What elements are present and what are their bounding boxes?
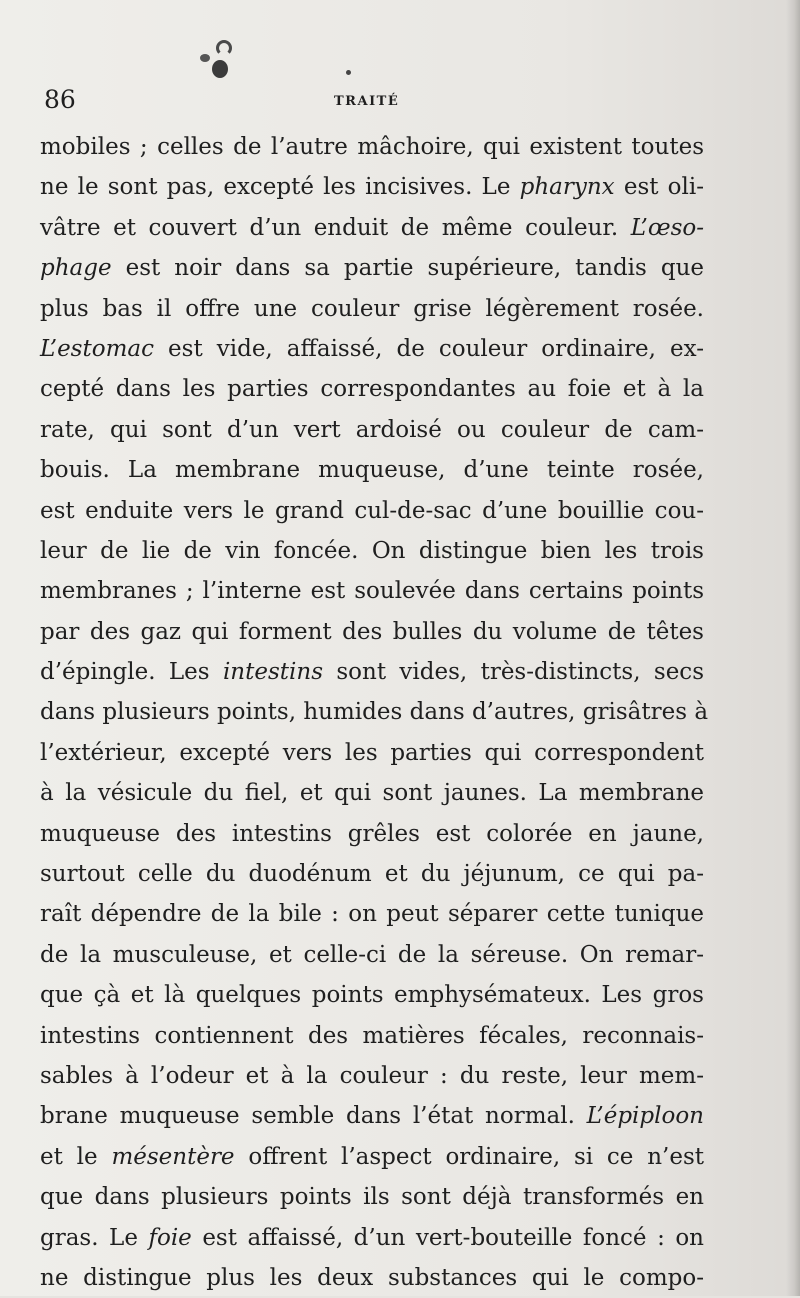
text-line: [40, 652, 704, 692]
text-line: [40, 329, 704, 369]
text-line: [40, 289, 704, 329]
text-segment: vâtre et couvert d’un enduit de même couleur.: [40, 214, 631, 241]
text-line: [40, 733, 704, 773]
text-segment: gras. Le: [40, 1224, 149, 1251]
italic-term: L’estomac: [40, 335, 154, 362]
italic-term: pharynx: [519, 174, 615, 201]
text-segment: que çà et là quelques points emphysémateux. Les gros: [40, 982, 704, 1009]
text-line: [40, 854, 704, 894]
text-line: [40, 1016, 704, 1056]
text-segment: d’épingle. Les: [40, 659, 223, 686]
text-line: [40, 692, 709, 732]
text-segment: surtout celle du duodénum et du jéjunum, ce qui pa-: [40, 861, 704, 888]
text-segment: cepté dans les parties correspondantes au foie et à la: [40, 376, 704, 403]
text-segment: est noir dans sa partie supérieure, tandis que: [111, 255, 704, 282]
text-segment: muqueuse des intestins grêles est colorée en jaune,: [40, 820, 704, 847]
text-line: [40, 773, 704, 813]
text-line: [40, 1096, 704, 1136]
italic-term: L’épiploon: [586, 1103, 704, 1130]
ink-dot: [346, 70, 351, 75]
text-segment: l’extérieur, excepté vers les parties qui correspondent: [40, 739, 704, 766]
text-segment: que dans plusieurs points ils sont déjà transformés en: [40, 1184, 704, 1211]
page-header: [44, 84, 700, 120]
text-line: [40, 894, 704, 934]
text-line: [40, 612, 704, 652]
text-segment: mobiles ; celles de l’autre mâchoire, qui existent toutes: [40, 134, 704, 160]
text-segment: plus bas il offre une couleur grise légèrement rosée.: [40, 295, 704, 322]
text-line: [40, 814, 704, 854]
page-edge-shadow: [786, 0, 800, 1296]
text-segment: sont vides, très-distincts, secs: [323, 659, 704, 686]
text-line: [40, 410, 704, 450]
italic-term: phage: [40, 255, 112, 282]
text-segment: rate, qui sont d’un vert ardoisé ou couleur de cam-: [40, 416, 704, 443]
text-line: [40, 167, 704, 207]
italic-term: mésentère: [111, 1143, 235, 1170]
text-line: [40, 127, 704, 167]
text-segment: offrent l’aspect ordinaire, si ce n’est: [234, 1143, 704, 1170]
text-line: [40, 1218, 704, 1258]
italic-term: L’œso-: [630, 214, 704, 241]
text-segment: ne le sont pas, excepté les incisives. Le: [40, 174, 520, 201]
text-segment: à la vésicule du fiel, et qui sont jaunes. La membrane: [40, 780, 704, 807]
italic-term: foie: [148, 1224, 192, 1251]
text-segment: brane muqueuse semble dans l’état normal.: [40, 1103, 587, 1130]
text-segment: dans plusieurs points, humides dans d’autres, grisâtres à: [40, 699, 709, 726]
text-line: [40, 208, 704, 248]
running-title: TRAITÉ: [334, 94, 400, 109]
text-line: [40, 1137, 704, 1177]
text-line: [40, 248, 704, 288]
text-line: [40, 975, 704, 1015]
italic-term: intestins: [222, 659, 323, 686]
text-line: [40, 1056, 704, 1096]
text-segment: raît dépendre de la bile : on peut séparer cette tunique: [40, 901, 704, 928]
text-segment: de la musculeuse, et celle-ci de la séreuse. On remar-: [40, 941, 704, 968]
text-line: [40, 531, 704, 571]
text-segment: intestins contiennent des matières fécales, reconnais-: [40, 1022, 704, 1049]
text-segment: bouis. La membrane muqueuse, d’une teinte rosée,: [40, 457, 704, 484]
text-line: [40, 369, 704, 409]
text-line: [40, 1177, 704, 1217]
text-segment: sables à l’odeur et à la couleur : du reste, leur mem-: [40, 1062, 704, 1089]
text-segment: est vide, affaissé, de couleur ordinaire, ex-: [153, 335, 704, 362]
text-segment: membranes ; l’interne est soulevée dans certains points: [40, 578, 704, 605]
text-segment: leur de lie de vin foncée. On distingue bien les trois: [40, 537, 704, 564]
text-segment: et le: [40, 1143, 112, 1170]
body-text: [40, 127, 709, 1298]
page-number: 86: [44, 85, 76, 114]
ink-stain: [198, 30, 248, 85]
text-segment: est oli-: [614, 174, 704, 201]
text-line: [40, 571, 704, 611]
text-segment: ne distingue plus les deux substances qui le compo-: [40, 1264, 704, 1291]
text-segment: est affaissé, d’un vert-bouteille foncé : on: [191, 1224, 704, 1251]
text-segment: par des gaz qui forment des bulles du volume de têtes: [40, 618, 704, 645]
text-segment: est enduite vers le grand cul-de-sac d’une bouillie cou-: [40, 497, 704, 524]
text-line: [40, 450, 704, 490]
text-line: [40, 491, 704, 531]
text-line: [40, 1258, 704, 1298]
text-line: [40, 935, 704, 975]
